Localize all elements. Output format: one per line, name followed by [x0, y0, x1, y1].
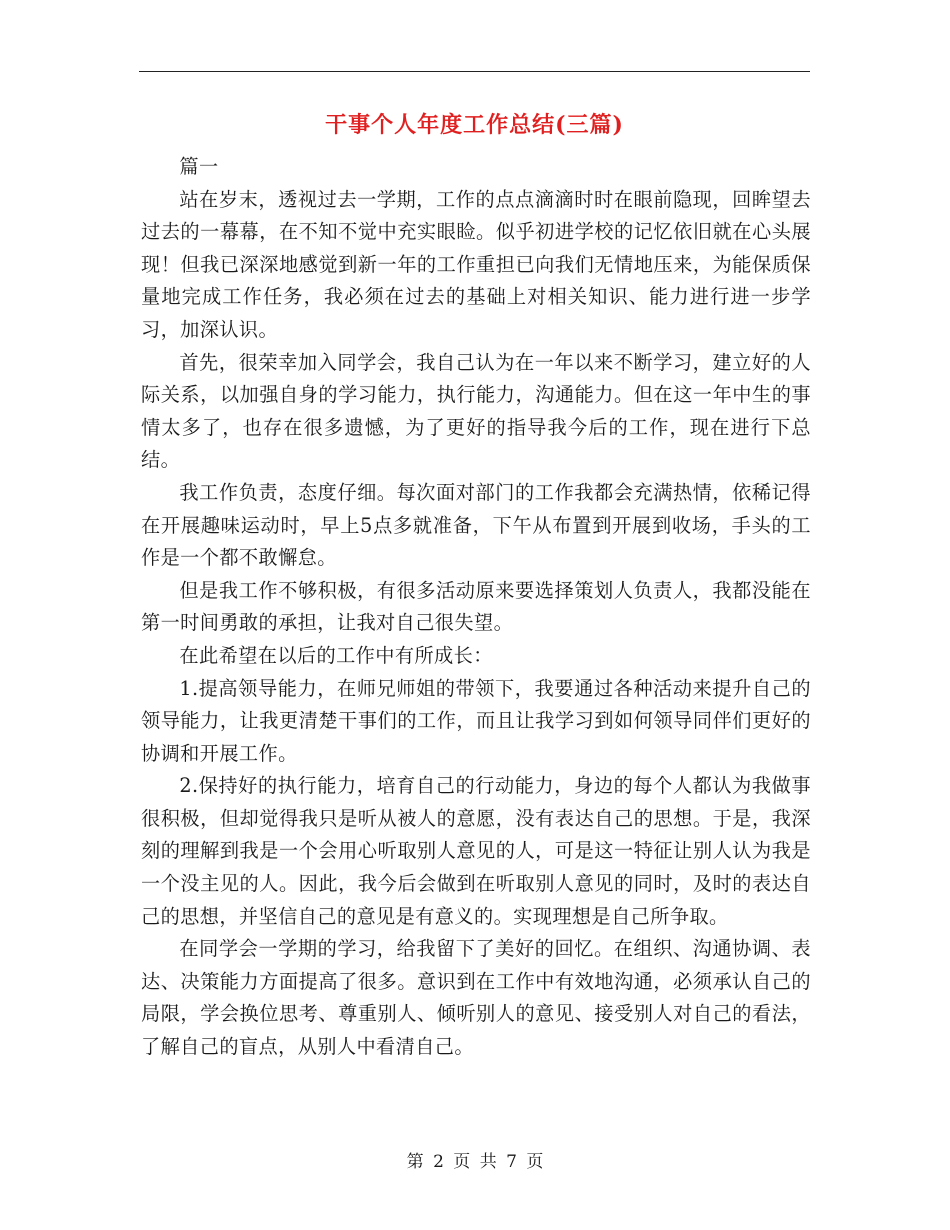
list-item: 2.保持好的执行能力，培育自己的行动能力，身边的每个人都认为我做事很积极，但却觉得我只是听从被人的意愿，没有表达自己的思想。于是，我深刻的理解到我是一个会用心听取别人意见的人，可是这一特征让别人认为我是一个没主见的人。因此，我今后会做到在听取别人意见的同时，及时的表达自己的思想，并坚信自己的意见是有意义的。实现理想是自己所争取。: [141, 774, 811, 928]
document-title: 干事个人年度工作总结(三篇): [325, 112, 624, 138]
paragraph: 在此希望在以后的工作中有所成长：: [179, 643, 493, 667]
page-number: 第 2 页 共 7 页: [406, 1152, 544, 1172]
paragraph: 站在岁末，透视过去一学期，工作的点点滴滴时时在眼前隐现，回眸望去过去的一幕幕，在不知不觉中充实眼睑。似乎初进学校的记忆依旧就在心头展现！但我已深深地感觉到新一年的工作重担已向我们无情地压来，为能保质保量地完成工作任务，我必须在过去的基础上对相关知识、能力进行进一步学习，加深认识。: [141, 187, 811, 341]
paragraph: 我工作负责，态度仔细。每次面对部门的工作我都会充满热情，依稀记得在开展趣味运动时，早上5点多就准备，下午从布置到开展到收场，手头的工作是一个都不敢懈怠。: [141, 480, 811, 570]
header-rule: [139, 71, 810, 72]
section-heading: 篇一: [179, 155, 219, 178]
paragraph: 在同学会一学期的学习，给我留下了美好的回忆。在组织、沟通协调、表达、决策能力方面提高了很多。意识到在工作中有效地沟通，必须承认自己的局限，学会换位思考、尊重别人、倾听别人的意见、接受别人对自己的看法，了解自己的盲点，从别人中看清自己。: [141, 937, 811, 1059]
paragraph: 首先，很荣幸加入同学会，我自己认为在一年以来不断学习，建立好的人际关系，以加强自身的学习能力，执行能力，沟通能力。但在这一年中生的事情太多了，也存在很多遗憾，为了更好的指导我今后的工作，现在进行下总结。: [141, 350, 811, 472]
list-item: 1.提高领导能力，在师兄师姐的带领下，我要通过各种活动来提升自己的领导能力，让我更清楚干事们的工作，而且让我学习到如何领导同伴们更好的协调和开展工作。: [141, 676, 811, 765]
document-body: [141, 151, 811, 1064]
paragraph: 但是我工作不够积极，有很多活动原来要选择策划人负责人，我都没能在第一时间勇敢的承担，让我对自己很失望。: [141, 578, 811, 635]
